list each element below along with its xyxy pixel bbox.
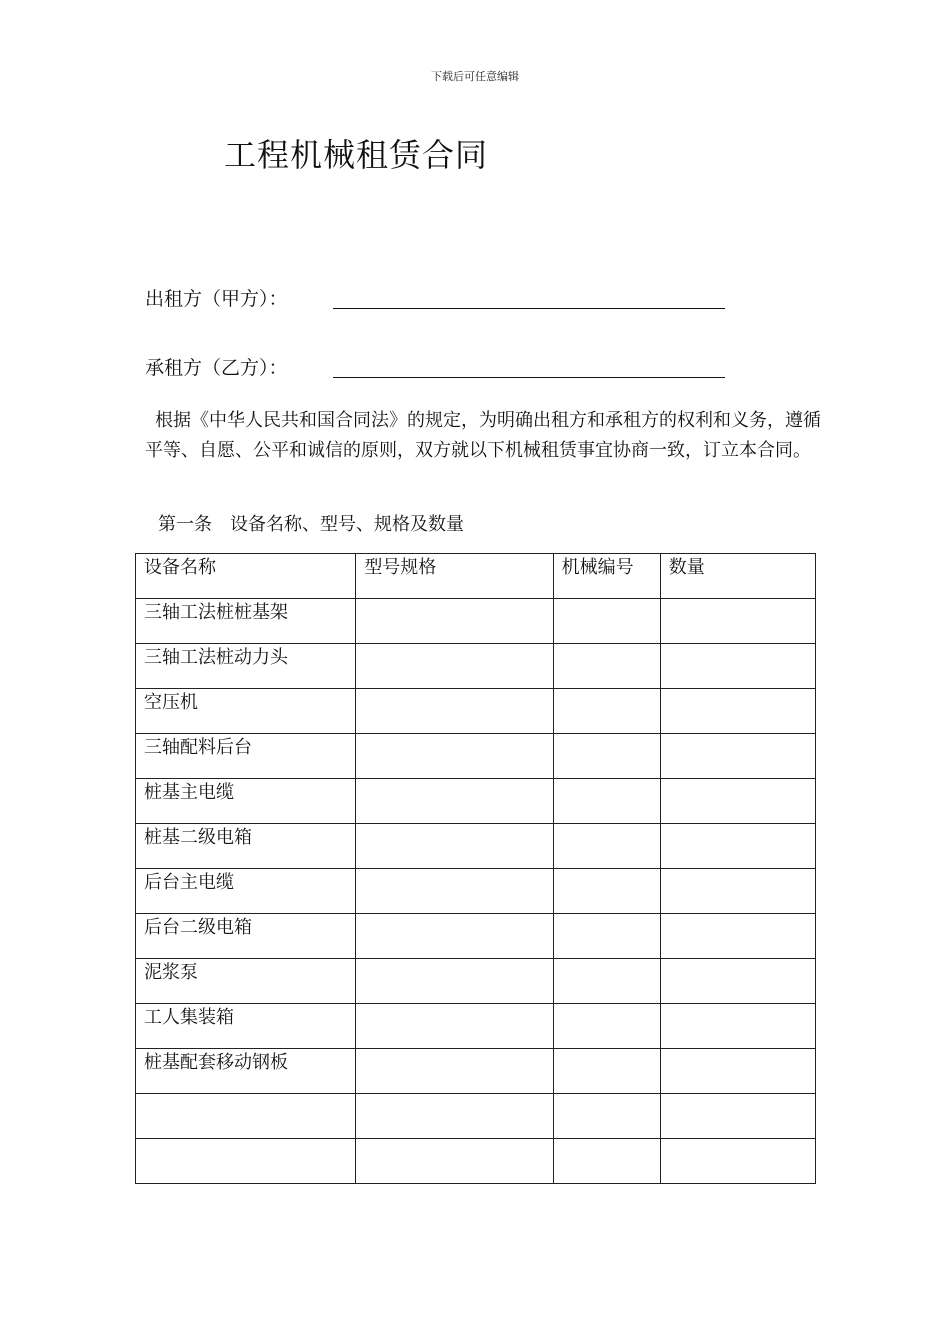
cell-model-spec (356, 779, 553, 824)
cell-equipment-name: 泥浆泵 (136, 959, 356, 1004)
cell-equipment-name: 桩基二级电箱 (136, 824, 356, 869)
cell-quantity (660, 779, 815, 824)
cell-model-spec (356, 959, 553, 1004)
cell-quantity (660, 644, 815, 689)
table-row (136, 869, 816, 914)
lessor-blank-line (333, 288, 725, 309)
cell-quantity (660, 734, 815, 779)
cell-model-spec (356, 824, 553, 869)
equipment-table (135, 553, 816, 1184)
cell-model-spec (356, 734, 553, 779)
cell-equipment-name: 桩基配套移动钢板 (136, 1049, 356, 1094)
lessor-label: 出租方（甲方）： (145, 288, 288, 310)
cell-quantity (660, 1049, 815, 1094)
table-row (136, 914, 816, 959)
table-row (136, 1094, 816, 1139)
lessee-blank-line (333, 357, 725, 378)
article-1-heading: 第一条 设备名称、型号、规格及数量 (158, 514, 464, 535)
table-row (136, 689, 816, 734)
cell-model-spec (356, 1049, 553, 1094)
cell-quantity (660, 869, 815, 914)
cell-machine-number (553, 779, 660, 824)
table-row (136, 1139, 816, 1184)
cell-machine-number (553, 599, 660, 644)
cell-equipment-name: 桩基主电缆 (136, 779, 356, 824)
header-machine-number: 机械编号 (553, 554, 660, 599)
header-note: 下载后可任意编辑 (431, 70, 519, 83)
cell-machine-number (553, 689, 660, 734)
cell-quantity (660, 959, 815, 1004)
cell-model-spec (356, 869, 553, 914)
table-row (136, 644, 816, 689)
cell-model-spec (356, 1139, 553, 1184)
table-row (136, 734, 816, 779)
table-row (136, 599, 816, 644)
lessee-field (145, 353, 725, 380)
lessor-field (145, 284, 725, 311)
cell-equipment-name (136, 1139, 356, 1184)
cell-equipment-name: 三轴工法桩桩基架 (136, 599, 356, 644)
cell-machine-number (553, 869, 660, 914)
cell-machine-number (553, 959, 660, 1004)
cell-model-spec (356, 644, 553, 689)
cell-model-spec (356, 914, 553, 959)
table-row (136, 779, 816, 824)
table-row (136, 959, 816, 1004)
cell-quantity (660, 824, 815, 869)
cell-machine-number (553, 1139, 660, 1184)
cell-equipment-name (136, 1094, 356, 1139)
cell-equipment-name: 后台主电缆 (136, 869, 356, 914)
cell-equipment-name: 后台二级电箱 (136, 914, 356, 959)
table-header-row (136, 554, 816, 599)
document-title: 工程机械租赁合同 (224, 136, 489, 174)
cell-machine-number (553, 824, 660, 869)
cell-model-spec (356, 1094, 553, 1139)
cell-model-spec (356, 1004, 553, 1049)
cell-machine-number (553, 1004, 660, 1049)
preamble-paragraph: 根据《中华人民共和国合同法》的规定，为明确出租方和承租方的权利和义务，遵循平等、自愿、公平和诚信的原则，双方就以下机械租赁事宜协商一致，订立本合同。 (145, 410, 821, 461)
cell-equipment-name: 工人集装箱 (136, 1004, 356, 1049)
header-model-spec: 型号规格 (356, 554, 553, 599)
cell-machine-number (553, 734, 660, 779)
cell-machine-number (553, 1094, 660, 1139)
cell-quantity (660, 599, 815, 644)
cell-machine-number (553, 914, 660, 959)
header-equipment-name: 设备名称 (136, 554, 356, 599)
cell-equipment-name: 空压机 (136, 689, 356, 734)
table-row (136, 824, 816, 869)
header-quantity: 数量 (660, 554, 815, 599)
equipment-table-body (136, 599, 816, 1184)
cell-quantity (660, 914, 815, 959)
cell-machine-number (553, 644, 660, 689)
cell-model-spec (356, 599, 553, 644)
lessee-label: 承租方（乙方）： (145, 357, 288, 379)
cell-quantity (660, 689, 815, 734)
table-row (136, 1049, 816, 1094)
table-row (136, 1004, 816, 1049)
cell-quantity (660, 1004, 815, 1049)
cell-equipment-name: 三轴配料后台 (136, 734, 356, 779)
cell-quantity (660, 1094, 815, 1139)
cell-quantity (660, 1139, 815, 1184)
cell-equipment-name: 三轴工法桩动力头 (136, 644, 356, 689)
cell-model-spec (356, 689, 553, 734)
cell-machine-number (553, 1049, 660, 1094)
